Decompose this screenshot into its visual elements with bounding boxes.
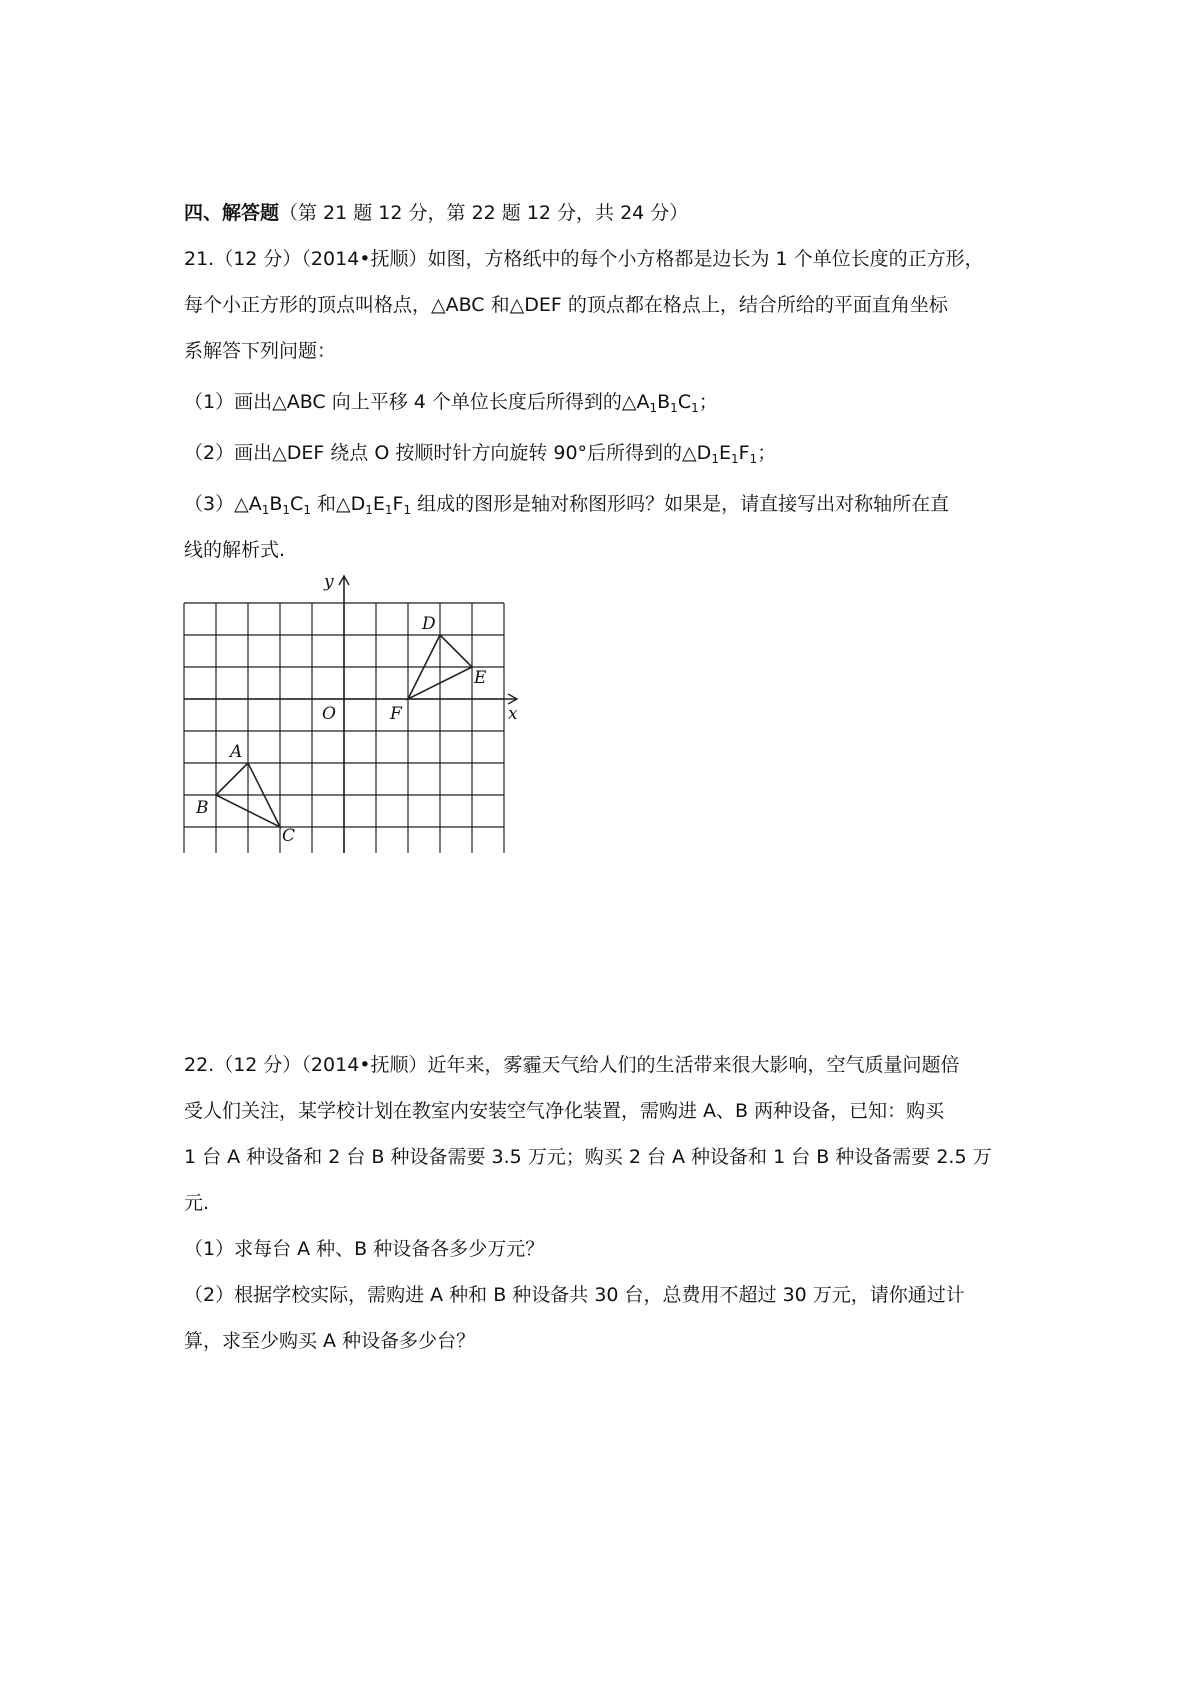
q21-part-2: （2）画出△DEF 绕点 O 按顺时针方向旋转 90°后所得到的$\triangle D_1E_1F_1$； bbox=[184, 442, 777, 466]
label-a: A bbox=[230, 742, 243, 762]
q22-part-2: （2）根据学校实际，需购进 A 种和 B 种设备共 30 台，总费用不超过 30 万元，请你通过计 bbox=[184, 1284, 965, 1306]
label-d: D bbox=[422, 614, 436, 634]
label-b: B bbox=[196, 798, 209, 818]
label-e: E bbox=[474, 668, 487, 688]
q21-line-1: 21.（12 分）（2014•抚顺）如图，方格纸中的每个小方格都是边长为 1 个单位长度的正方形， bbox=[184, 248, 984, 270]
section-header bbox=[184, 200, 1034, 226]
q21-part-1: （1）画出△ABC 向上平移 4 个单位长度后所得到的$\triangle A_1B_1C_1$； bbox=[184, 391, 718, 415]
q22-line-2: 受人们关注，某学校计划在教室内安装空气净化装置，需购进 A、B 两种设备，已知：购买 bbox=[184, 1100, 945, 1122]
q21-part-3: $(3)\triangle A_1B_1C_1$ 和$\triangle D_1E_1F_1$ 组成的图形是轴对称图形吗？如果是，请直接写出对称轴所在直 bbox=[184, 493, 950, 517]
q22-part-1: （1）求每台 A 种、B 种设备各多少万元？ bbox=[184, 1238, 545, 1260]
label-f: F bbox=[390, 704, 402, 724]
q22-line-3: 1 台 A 种设备和 2 台 B 种设备需要 3.5 万元；购买 2 台 A 种设备和 1 台 B 种设备需要 2.5 万 bbox=[184, 1146, 992, 1168]
label-o: O bbox=[322, 704, 336, 724]
point-labels bbox=[195, 573, 518, 846]
q21-part-3-continued: 线的解析式. bbox=[184, 539, 286, 561]
q21-line-2: 每个小正方形的顶点叫格点，△ABC 和△DEF 的顶点都在格点上，结合所给的平面直角坐标 bbox=[184, 294, 948, 316]
q22-part-2-continued: 算，求至少购买 A 种设备多少台？ bbox=[184, 1330, 476, 1352]
q22-line-4: 元. bbox=[184, 1192, 210, 1214]
section-title: 四、解答题 bbox=[184, 202, 280, 224]
label-x: x bbox=[508, 704, 518, 724]
q22-line-1: 22.（12 分）（2014•抚顺）近年来，雾霾天气给人们的生活带来很大影响，空气质量问题倍 bbox=[184, 1054, 960, 1076]
label-c: C bbox=[282, 826, 296, 846]
section-note: （第 21 题 12 分，第 22 题 12 分，共 24 分） bbox=[279, 202, 689, 224]
label-y: y bbox=[324, 573, 334, 592]
axes bbox=[184, 576, 517, 853]
coordinate-grid-figure bbox=[176, 573, 536, 853]
q21-line-3: 系解答下列问题： bbox=[184, 340, 337, 362]
